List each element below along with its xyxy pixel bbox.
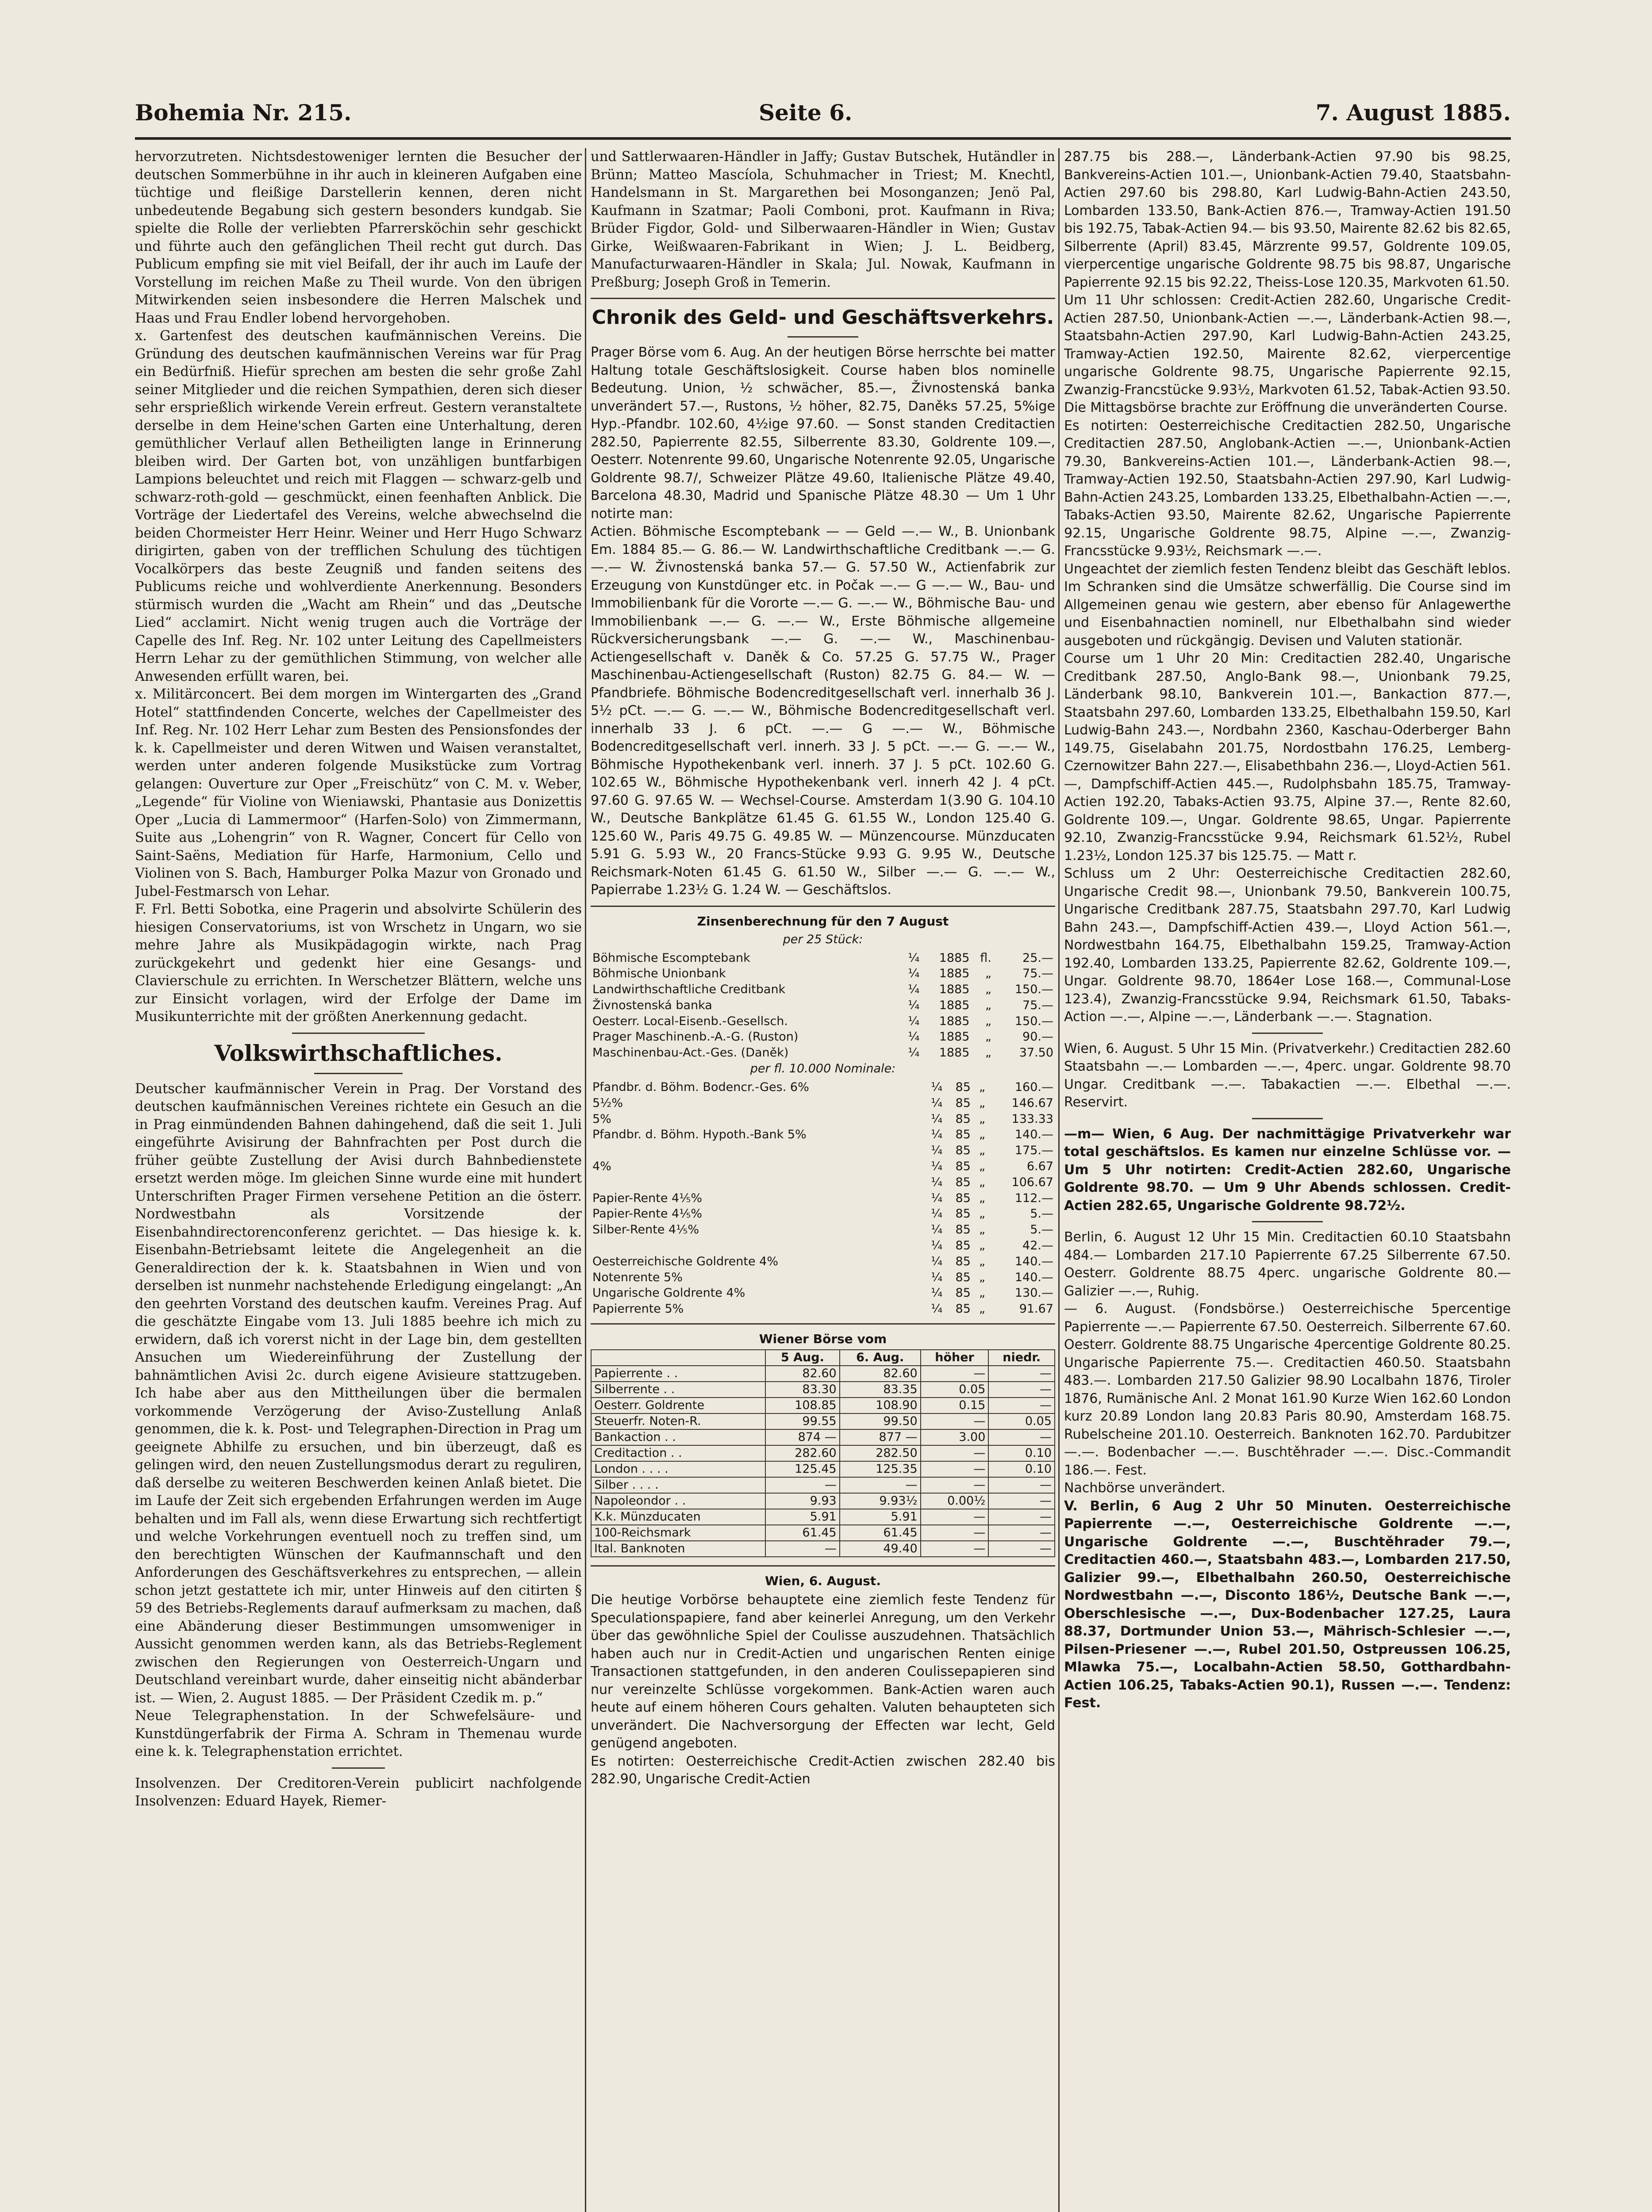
table-row bbox=[591, 1127, 1055, 1143]
security-name: Ital. Banknoten bbox=[591, 1541, 765, 1557]
table-cell: 0.05 bbox=[988, 1413, 1055, 1429]
currency-unit: „ bbox=[979, 1270, 985, 1284]
section-divider bbox=[314, 1073, 403, 1074]
coupon-year: 1885 bbox=[939, 983, 970, 997]
market-report: Wien, 6. August. 5 Uhr 15 Min. (Privatverkehr.) Creditactien 282.60 Staatsbahn —.— Lombarden —.—, 4perc. ungar. Goldrente 98.70 Ungar. Creditbank —.—. Tabakactien —.—. Elbethal —.—. Reservirt. bbox=[1064, 1041, 1511, 1110]
article-text: x. Gartenfest des deutschen kaufmännischen Vereins. Die Gründung des deutschen kaufmännischen Vereins war für Prag ein Bedürfniß. Hiefür sprechen am besten die sehr große Zahl seiner Mitglieder und die reichen Sympathien, deren sich dieser sehr ersprießlich wirkende Verein erfreut. Gestern veranstaltete derselbe in dem Heine'schen Garten eine Unterhaltung, deren gemüthlicher Verlauf allen Betheiligten lange in Erinnerung bleiben wird. Der Garten bot, von unzähligen buntfarbigen Lampions beleuchtet und reich mit Flaggen — schwarz-gelb und schwarz-roth-gold — geschmückt, einen feenhaften Anblick. Die Vorträge der Liedertafel des Vereins, welche abwechselnd die beiden Chormeister Herr Heinr. Weiner und Herr Hugo Schwarz dirigirten, gaben von der trefflichen Schulung des tüchtigen Vocalkörpers das beste Zeugniß und fanden seitens des Publicums reiche und wohlverdiente Anerkennung. Besonders stürmisch wurden die „Wacht am Rhein“ und das „Deutsche Lied“ acclamirt. Nicht wenig trugen auch die Vorträge der Capelle des Inf. Reg. Nr. 102 unter Leitung des Capellmeisters Herrn Lehar zu der gemüthlichen Stimmung, von welcher alle Anwesenden erfüllt waren, bei. bbox=[135, 328, 582, 684]
currency-unit: „ bbox=[979, 1302, 985, 1316]
interest-value: 37.50 bbox=[1019, 1046, 1053, 1060]
security-name: Napoleondor . . bbox=[591, 1493, 765, 1509]
section-heading: Volkswirthschaftliches. bbox=[214, 1040, 503, 1066]
coupon-year: 85 bbox=[955, 1254, 971, 1268]
table-cell: 3.00 bbox=[921, 1429, 989, 1445]
article-text: Neue Telegraphenstation. In der Schwefelsäure- und Kunstdüngerfabrik der Firma A. Schram in Themenau wurde eine k. k. Telegraphenstation errichtet. bbox=[135, 1708, 582, 1759]
table-row bbox=[591, 950, 1055, 966]
market-report: Die heutige Vorbörse behauptete eine ziemlich feste Tendenz für Speculationspapiere, fand aber keinerlei Anregung, um den Verkehr über das gewöhnliche Spiel der Coulisse auszudehnen. Thatsächlich haben auch nur in Credit-Actien und ungarischen Renten einige Transactionen stattgefunden, in den anderen Coulissepapieren sind nur vereinzelte Schlüsse vorgekommen. Bank-Actien waren auch heute auf einem höheren Cours gehalten. Valuten behaupteten sich unverändert. Die Nachversorgung der Effecten war lecht, Geld genügend angeboten. bbox=[591, 1592, 1055, 1751]
dateline: Wien, 6. August. bbox=[765, 1574, 881, 1589]
coupon-fraction: ¼ bbox=[931, 1207, 943, 1221]
market-report: —m— Wien, 6 Aug. Der nachmittägige Privatverkehr war total geschäftslos. Es kamen nur einzelne Schlüsse vor. — Um 5 Uhr notirten: Credit-Actien 282.60, Ungarische Goldrente 98.70. — Um 9 Uhr Abends schlossen. Credit-Actien 282.65, Ungarische Goldrente 98.72½. bbox=[1064, 1126, 1511, 1214]
currency-unit: „ bbox=[985, 1046, 991, 1060]
coupon-fraction: ¼ bbox=[908, 967, 920, 981]
coupon-fraction: ¼ bbox=[908, 951, 920, 965]
coupon-year: 85 bbox=[955, 1239, 971, 1253]
header-issue: Bohemia Nr. 215. bbox=[135, 100, 352, 126]
table-row bbox=[591, 1111, 1055, 1127]
section-divider bbox=[1252, 1033, 1323, 1034]
security-name bbox=[591, 1238, 922, 1254]
currency-unit: „ bbox=[979, 1144, 985, 1158]
table-row bbox=[591, 1477, 1055, 1493]
security-name: Živnostenská banka bbox=[592, 998, 712, 1012]
exchange-table bbox=[591, 1349, 1055, 1557]
interest-table-subtitle: per 25 Stück: bbox=[783, 932, 863, 946]
table-cell: — bbox=[988, 1541, 1055, 1557]
interest-value: 160.— bbox=[1014, 1080, 1053, 1094]
interest-value: 25.— bbox=[1022, 951, 1053, 965]
table-cell: — bbox=[921, 1461, 989, 1477]
table-cell: 9.93 bbox=[765, 1493, 840, 1509]
security-name: 100-Reichsmark bbox=[591, 1525, 765, 1541]
market-report: Um 11 Uhr schlossen: Credit-Actien 282.60, Ungarische Credit-Actien 287.50, Unionbank-Actien —.—, Länderbank-Actien 98.—, Staatsbahn-Actien 297.90, Karl Ludwig-Bahn-Actien 243.25, Tramway-Actien 192.50, Mairente 82.62, vierpercentige ungarische Goldrente 98.75, Ungarische Papierrente 92.15, Zwanzig-Francstücke 9.93½, Markvoten 61.52, Tabak-Actien 93.50. bbox=[1064, 292, 1511, 398]
article-text: F. Frl. Betti Sobotka, eine Pragerin und absolvirte Schülerin des hiesigen Conservatoriums, ist von Wrschetz in Ungarn, wo sie mehre Jahre als Musikpädagogin wirkte, nach Prag zurückgekehrt und gedenkt hier eine Gesangs- und Clavierschule zu errichten. In Werschetzer Blättern, welche uns zur Einsicht vorlagen, wird der Erfolge der Dame im Musikunterrichte mit der größten Anerkennung gedacht. bbox=[135, 902, 582, 1025]
currency-unit: „ bbox=[979, 1160, 985, 1174]
interest-table-subtitle: per fl. 10.000 Nominale: bbox=[750, 1062, 896, 1076]
section-divider bbox=[591, 298, 1055, 299]
table-row bbox=[591, 1445, 1055, 1461]
section-divider bbox=[332, 1767, 385, 1769]
table-cell: — bbox=[840, 1477, 921, 1493]
table-header-row bbox=[591, 1350, 1055, 1366]
coupon-fraction: ¼ bbox=[931, 1096, 943, 1110]
security-name: Creditaction . . bbox=[591, 1445, 765, 1461]
section-heading: Chronik des Geld- und Geschäftsverkehrs. bbox=[592, 306, 1054, 329]
section-divider bbox=[591, 1565, 1055, 1567]
table-cell: 5.91 bbox=[765, 1509, 840, 1525]
security-name: Oesterreichische Goldrente 4% bbox=[592, 1254, 778, 1268]
table-row bbox=[591, 1029, 1055, 1045]
security-name bbox=[591, 1175, 922, 1190]
table-row bbox=[591, 1509, 1055, 1525]
table-row bbox=[591, 1429, 1055, 1445]
security-name: Pfandbr. d. Böhm. Bodencr.-Ges. 6% bbox=[592, 1080, 809, 1094]
coupon-year: 85 bbox=[955, 1270, 971, 1284]
coupon-year: 1885 bbox=[939, 1030, 970, 1044]
coupon-fraction: ¼ bbox=[931, 1191, 943, 1205]
coupon-fraction: ¼ bbox=[931, 1144, 943, 1158]
coupon-fraction: ¼ bbox=[908, 998, 920, 1012]
table-row bbox=[591, 1175, 1055, 1190]
table-cell: 61.45 bbox=[765, 1525, 840, 1541]
table-cell: 874 — bbox=[765, 1429, 840, 1445]
coupon-fraction: ¼ bbox=[931, 1175, 943, 1189]
security-name: Böhmische Escomptebank bbox=[592, 951, 750, 965]
table-row bbox=[591, 1541, 1055, 1557]
currency-unit: „ bbox=[979, 1112, 985, 1126]
coupon-fraction: ¼ bbox=[931, 1112, 943, 1126]
table-row bbox=[591, 982, 1055, 998]
table-cell: 108.90 bbox=[840, 1398, 921, 1413]
coupon-fraction: ¼ bbox=[908, 1014, 920, 1028]
section-divider bbox=[1252, 1221, 1323, 1222]
coupon-year: 85 bbox=[955, 1207, 971, 1221]
currency-unit: „ bbox=[979, 1175, 985, 1189]
security-name: Bankaction . . bbox=[591, 1429, 765, 1445]
coupon-fraction: ¼ bbox=[908, 1046, 920, 1060]
table-row bbox=[591, 1493, 1055, 1509]
currency-unit: „ bbox=[985, 1014, 991, 1028]
interest-value: 150.— bbox=[1014, 1014, 1053, 1028]
interest-value: 6.67 bbox=[1026, 1160, 1053, 1174]
table-cell: — bbox=[921, 1445, 989, 1461]
security-name: K.k. Münzducaten bbox=[591, 1509, 765, 1525]
market-report: Schluss um 2 Uhr: Oesterreichische Creditactien 282.60, Ungarische Credit 98.—, Unionbank 79.50, Bankverein 100.75, Ungarische Creditbank 287.75, Staatsbahn 297.70, Karl Ludwig Bahn 243.—, Dampfschiff-Actien 439.—, Lloyd Action 561.—, Nordwestbahn 164.75, Elbethalbahn 159.25, Tramway-Action 192.40, Lombarden 133.25, Papierrente 82.62, Goldrente 109.—, Ungar. Goldrente 98.70, 1864er Lose 168.—, Communal-Lose 123.4), Zwanzig-Francsstücke 9.94, Reichsmark 61.50, Tabaks-Action —.—, Alpine —.—, Länderbank —.—. Stagnation. bbox=[1064, 866, 1511, 1025]
header-rule bbox=[135, 137, 1511, 140]
market-report: Es notirten: Oesterreichische Credit-Actien zwischen 282.40 bis 282.90, Ungarische Credit-Actien bbox=[591, 1753, 1055, 1787]
article-text: und Sattlerwaaren-Händler in Jaffy; Gustav Butschek, Hutändler in Brünn; Matteo Mascíola, Schuhmacher in Triest; M. Knechtl, Handelsmann in St. Margarethen bei Mosonganzen; Jenö Pal, Kaufmann in Szatmar; Paoli Comboni, prot. Kaufmann in Riva; Brüder Figdor, Gold- und Silberwaaren-Händler in Wien; Gustav Girke, Weißwaaren-Fabrikant in Wien; J. L. Beidberg, Manufacturwaaren-Händler in Skala; Jul. Nowak, Kaufmann in Preßburg; Joseph Groß in Temerin. bbox=[591, 149, 1055, 290]
market-report: Course um 1 Uhr 20 Min: Creditactien 282.40, Ungarische Creditbank 287.50, Anglo-Bank 98.—, Unionbank 79.25, Länderbank 98.10, Bankverein 101.—, Bankaction 877.—, Staatsbahn 297.60, Lombarden 133.25, Elbethalbahn 159.50, Karl Ludwig-Bahn 243.—, Nordbahn 2360, Kaschau-Oderberger Bahn 149.75, Giselabahn 201.75, Nordostbahn 176.25, Lemberg-Czernowitzer Bahn 227.—, Elisabethbahn 236.—, Lloyd-Actien 561.—, Dampfschiff-Actien 445.—, Rudolphsbahn 185.75, Tramway-Actien 192.20, Tabaks-Actien 93.75, Alpine 37.—, Rente 82.60, Goldrente 109.—, Ungar. Goldrente 98.65, Ungar. Papierrente 92.10, Zwanzig-Francsstücke 9.94, Reichsmark 61.52½, Rubel 1.23½, London 125.37 bis 125.75. — Matt r. bbox=[1064, 651, 1511, 864]
security-name: Pfandbr. d. Böhm. Hypoth.-Bank 5% bbox=[592, 1128, 807, 1142]
security-name: Landwirthschaftliche Creditbank bbox=[592, 983, 786, 997]
table-cell: — bbox=[921, 1525, 989, 1541]
security-name: Maschinenbau-Act.-Ges. (Daněk) bbox=[592, 1046, 789, 1060]
table-cell: 0.00½ bbox=[921, 1493, 989, 1509]
table-cell: — bbox=[765, 1477, 840, 1493]
column-header: 5 Aug. bbox=[765, 1350, 840, 1366]
interest-value: 140.— bbox=[1014, 1254, 1053, 1268]
coupon-fraction: ¼ bbox=[908, 983, 920, 997]
market-report: Ungeachtet der ziemlich festen Tendenz bleibt das Geschäft leblos. Im Schranken sind die Umsätze schwerfällig. Die Course sind im Allgemeinen genau wie gestern, aber ebenso für Anlagewerthe und Eisenbahnactien nominell, nur Elbethalbahn sind wieder ausgeboten und rückgängig. Devisen und Valuten stationär. bbox=[1064, 561, 1511, 649]
table-row bbox=[591, 1525, 1055, 1541]
table-cell: 0.15 bbox=[921, 1398, 989, 1413]
coupon-year: 85 bbox=[955, 1096, 971, 1110]
table-row bbox=[591, 1382, 1055, 1398]
table-cell: 877 — bbox=[840, 1429, 921, 1445]
coupon-year: 85 bbox=[955, 1080, 971, 1094]
currency-unit: „ bbox=[979, 1207, 985, 1221]
market-report: Die Mittagsbörse brachte zur Eröffnung die unveränderten Course. bbox=[1064, 400, 1508, 415]
currency-unit: „ bbox=[979, 1128, 985, 1142]
security-name: Ungarische Goldrente 4% bbox=[592, 1286, 745, 1300]
table-row bbox=[591, 1285, 1055, 1301]
interest-value: 130.— bbox=[1014, 1286, 1053, 1300]
table-cell: — bbox=[988, 1509, 1055, 1525]
market-report: — 6. August. (Fondsbörse.) Oesterreichische 5percentige Papierrente —.— Papierrente 67.50. Oesterreich. Silberrente 67.60. Oesterr. Goldrente 88.75 Ungarische 4percentige Goldrente 80.25. Ungarische Papierrente 75.—. Creditactien 460.50. Staatsbahn 483.—. Lombarden 217.50 Galizier 98.90 Localbahn 1876, Tiroler 1876, Rumänische Anl. 2 Monat 161.90 Kurze Wien 162.60 London kurz 20.89 London lang 20.83 Paris 80.90, Amsterdam 168.75. Rubelscheine 201.10. Oesterreich. Banknoten 162.70. Pardubitzer —.—. Bodenbacher —.—. Buschtěhrader —.—. Disc.-Commandit 186.—. Fest. bbox=[1064, 1301, 1511, 1478]
table-cell: — bbox=[988, 1429, 1055, 1445]
security-name: Papierrente 5% bbox=[592, 1302, 684, 1316]
table-row bbox=[591, 1143, 1055, 1159]
interest-value: 140.— bbox=[1014, 1128, 1053, 1142]
security-name: Silberrente . . bbox=[591, 1382, 765, 1398]
table-cell: — bbox=[988, 1493, 1055, 1509]
market-report: Prager Börse vom 6. Aug. An der heutigen Börse herrschte bei matter Haltung totale Geschäftslosigkeit. Course haben blos nominelle Bedeutung. Union, ½ schwächer, 85.—, Živnostenská banka unverändert 57.—, Rustons, ½ höher, 82.75, Daněks 57.25, 5%ige Hyp.-Pfandbr. 102.60, 4½ige 97.60. — Sonst standen Creditactien 282.50, Papierrente 82.55, Silberrente 83.30, Goldrente 109.—, Oesterr. Notenrente 99.60, Ungarische Notenrente 92.05, Ungarische Goldrente 98.7/, Schweizer Plätze 49.60, Italienische Plätze 49.40, Barcelona 48.30, Madrid und Spanische Plätze 48.30 — Um 1 Uhr notirte man: bbox=[591, 345, 1055, 522]
interest-value: 42.— bbox=[1022, 1239, 1053, 1253]
table-row bbox=[591, 1079, 1055, 1095]
section-divider bbox=[1252, 1118, 1323, 1119]
column-header bbox=[591, 1350, 765, 1366]
section-divider bbox=[591, 906, 1055, 907]
table-cell: 5.91 bbox=[840, 1509, 921, 1525]
section-divider bbox=[591, 1323, 1055, 1325]
table-cell: 0.05 bbox=[921, 1382, 989, 1398]
coupon-fraction: ¼ bbox=[931, 1223, 943, 1237]
header-date: 7. August 1885. bbox=[1315, 100, 1511, 126]
table-cell: 125.45 bbox=[765, 1461, 840, 1477]
security-name: Oesterr. Local-Eisenb.-Gesellsch. bbox=[592, 1014, 788, 1028]
table-cell: 125.35 bbox=[840, 1461, 921, 1477]
interest-value: 133.33 bbox=[1011, 1112, 1053, 1126]
table-cell: 83.30 bbox=[765, 1382, 840, 1398]
coupon-year: 85 bbox=[955, 1223, 971, 1237]
coupon-year: 85 bbox=[955, 1112, 971, 1126]
table-cell: — bbox=[988, 1366, 1055, 1382]
interest-table bbox=[591, 1079, 1055, 1317]
section-divider bbox=[292, 1033, 425, 1034]
coupon-year: 1885 bbox=[939, 967, 970, 981]
table-row bbox=[591, 1366, 1055, 1382]
coupon-fraction: ¼ bbox=[931, 1080, 943, 1094]
table-cell: — bbox=[988, 1477, 1055, 1493]
table-cell: — bbox=[921, 1477, 989, 1493]
security-name: Papier-Rente 4⅕% bbox=[592, 1207, 703, 1221]
table-cell: 0.10 bbox=[988, 1461, 1055, 1477]
interest-table bbox=[591, 950, 1055, 1061]
security-name: 5% bbox=[592, 1112, 611, 1126]
market-report: Nachbörse unverändert. bbox=[1064, 1480, 1226, 1496]
table-cell: — bbox=[988, 1398, 1055, 1413]
coupon-year: 85 bbox=[955, 1160, 971, 1174]
coupon-year: 85 bbox=[955, 1286, 971, 1300]
currency-unit: „ bbox=[985, 983, 991, 997]
table-cell: 282.50 bbox=[840, 1445, 921, 1461]
market-report: 287.75 bis 288.—, Länderbank-Actien 97.90 bis 98.25, Bankvereins-Actien 101.—, Unionbank-Actien 79.40, Staatsbahn-Actien 297.60 bis 298.80, Karl Ludwig-Bahn-Actien 243.50, Lombarden 133.50, Bank-Actien 876.—, Tramway-Actien 191.50 bis 192.75, Tabak-Actien 94.— bis 93.50, Mairente 82.62 bis 82.65, Silberrente (April) 83.45, Märzrente 99.57, Goldrente 109.05, vierpercentige ungarische Goldrente 98.75 bis 98.87, Ungarische Papierrente 92.15 bis 92.22, Theiss-Lose 120.35, Markvoten 61.50. bbox=[1064, 149, 1511, 290]
table-row bbox=[591, 1301, 1055, 1317]
security-name: Silber . . . . bbox=[591, 1477, 765, 1493]
table-row bbox=[591, 1461, 1055, 1477]
table-cell: 61.45 bbox=[840, 1525, 921, 1541]
currency-unit: „ bbox=[979, 1286, 985, 1300]
interest-value: 146.67 bbox=[1011, 1096, 1053, 1110]
coupon-fraction: ¼ bbox=[931, 1128, 943, 1142]
table-cell: — bbox=[988, 1525, 1055, 1541]
coupon-year: 1885 bbox=[939, 998, 970, 1012]
security-name: Böhmische Unionbank bbox=[592, 967, 726, 981]
coupon-year: 1885 bbox=[939, 1014, 970, 1028]
currency-unit: „ bbox=[979, 1080, 985, 1094]
table-row bbox=[591, 1254, 1055, 1270]
security-name bbox=[591, 1143, 922, 1159]
table-row bbox=[591, 1095, 1055, 1111]
table-cell: 82.60 bbox=[765, 1366, 840, 1382]
table-cell: 282.60 bbox=[765, 1445, 840, 1461]
coupon-year: 1885 bbox=[939, 951, 970, 965]
interest-value: 140.— bbox=[1014, 1270, 1053, 1284]
security-name: 4% bbox=[592, 1160, 611, 1174]
interest-value: 150.— bbox=[1014, 983, 1053, 997]
coupon-fraction: ¼ bbox=[931, 1286, 943, 1300]
market-report: Berlin, 6. August 12 Uhr 15 Min. Creditactien 60.10 Staatsbahn 484.— Lombarden 217.10 Papierrente 67.25 Silberrente 67.50. Oesterr. Goldrente 88.75 4perc. ungarische Goldrente 80.— Galizier —.—, Ruhig. bbox=[1064, 1229, 1511, 1299]
table-row bbox=[591, 1190, 1055, 1206]
security-name: Papier-Rente 4⅕% bbox=[592, 1191, 703, 1205]
coupon-year: 85 bbox=[955, 1128, 971, 1142]
table-cell: 108.85 bbox=[765, 1398, 840, 1413]
table-cell: 9.93½ bbox=[840, 1493, 921, 1509]
interest-value: 91.67 bbox=[1019, 1302, 1053, 1316]
article-text: hervorzutreten. Nichtsdestoweniger lernten die Besucher der deutschen Sommerbühne in ihr auch in kleineren Aufgaben eine tüchtige und fleißige Darstellerin kennen, deren nicht unbedeutende Begabung sich gestern besonders kundgab. Sie spielte die Rolle der verliebten Pfarrersköchin sehr geschickt und führte auch den gefänglichen Theil recht gut durch. Das Publicum empfing sie mit viel Beifall, der ihr auch im Laufe der Vorstellung im reichen Maße zu Theil wurde. Von den übrigen Mitwirkenden seien insbesondere die Herren Malschek und Haas und Frau Endler lobend hervorgehoben. bbox=[135, 149, 582, 326]
table-row bbox=[591, 1270, 1055, 1286]
interest-value: 5.— bbox=[1030, 1223, 1053, 1237]
column-2 bbox=[591, 148, 1055, 2212]
security-name: London . . . . bbox=[591, 1461, 765, 1477]
column-header: 6. Aug. bbox=[840, 1350, 921, 1366]
security-name: Oesterr. Goldrente bbox=[591, 1398, 765, 1413]
table-cell: — bbox=[988, 1382, 1055, 1398]
table-row bbox=[591, 1045, 1055, 1061]
security-name: 5½% bbox=[592, 1096, 623, 1110]
coupon-fraction: ¼ bbox=[931, 1254, 943, 1268]
currency-unit: „ bbox=[979, 1223, 985, 1237]
interest-value: 75.— bbox=[1022, 998, 1053, 1012]
coupon-year: 85 bbox=[955, 1191, 971, 1205]
table-cell: 0.10 bbox=[988, 1445, 1055, 1461]
table-row bbox=[591, 1222, 1055, 1238]
coupon-fraction: ¼ bbox=[908, 1030, 920, 1044]
header-page-number: Seite 6. bbox=[759, 100, 853, 126]
table-row bbox=[591, 1413, 1055, 1429]
currency-unit: „ bbox=[979, 1254, 985, 1268]
currency-unit: „ bbox=[985, 998, 991, 1012]
table-cell: 99.55 bbox=[765, 1413, 840, 1429]
interest-value: 75.— bbox=[1022, 967, 1053, 981]
coupon-fraction: ¼ bbox=[931, 1239, 943, 1253]
interest-value: 112.— bbox=[1014, 1191, 1053, 1205]
currency-unit: fl. bbox=[980, 951, 991, 965]
table-row bbox=[591, 998, 1055, 1014]
coupon-fraction: ¼ bbox=[931, 1160, 943, 1174]
table-row bbox=[591, 1238, 1055, 1254]
column-divider bbox=[1058, 148, 1060, 2212]
table-cell: — bbox=[921, 1509, 989, 1525]
coupon-fraction: ¼ bbox=[931, 1302, 943, 1316]
table-cell: — bbox=[921, 1413, 989, 1429]
table-cell: — bbox=[765, 1541, 840, 1557]
column-divider bbox=[585, 148, 586, 2212]
coupon-year: 85 bbox=[955, 1175, 971, 1189]
table-cell: — bbox=[921, 1541, 989, 1557]
table-cell: 83.35 bbox=[840, 1382, 921, 1398]
coupon-fraction: ¼ bbox=[931, 1270, 943, 1284]
table-cell: 82.60 bbox=[840, 1366, 921, 1382]
coupon-year: 1885 bbox=[939, 1046, 970, 1060]
market-report: Es notirten: Oesterreichische Creditactien 282.50, Ungarische Creditactien 287.50, Anglobank-Actien —.—, Unionbank-Actien 79.30, Bankvereins-Actien 101.—, Länderbank-Actien 98.—, Tramway-Actien 192.50, Staatsbahn-Actien 297.90, Karl Ludwig-Bahn-Actien 243.25, Lombarden 133.25, Elbethalbahn-Actien —.—, Tabaks-Actien 93.50, Mairente 82.62, Ungarische Papierrente 92.15, Ungarische Goldrente 98.75, Alpine —.—, Zwanzig-Francsstücke 9.93½, Reichsmark —.—. bbox=[1064, 418, 1511, 559]
table-cell: 49.40 bbox=[840, 1541, 921, 1557]
article-text: x. Militärconcert. Bei dem morgen im Wintergarten des „Grand Hotel“ stattfindenden Concerte, welches der Capellmeister des Inf. Reg. Nr. 102 Herr Lehar zum Besten des Pensionsfondes der k. k. Capellmeister und deren Witwen und Waisen veranstaltet, werden unter anderen folgende Musikstücke zum Vortrag gelangen: Ouverture zur Oper „Freischütz“ von C. M. v. Weber, „Legende“ für Violine von Wieniawski, Phantasie aus Donizettis Oper „Lucia di Lammermoor“ (Harfen-Solo) von Zimmermann, Suite aus „Lohengrin“ von R. Wagner, Concert für Cello von Saint-Saëns, Mediation für Harfe, Harmonium, Cello und Violinen von S. Bach, Hamburger Polka Mazur von Gronado und Jubel-Festmarsch von Lehar. bbox=[135, 687, 582, 899]
interest-value: 5.— bbox=[1030, 1207, 1053, 1221]
table-row bbox=[591, 1398, 1055, 1413]
coupon-year: 85 bbox=[955, 1302, 971, 1316]
security-name: Steuerfr. Noten-R. bbox=[591, 1413, 765, 1429]
currency-unit: „ bbox=[979, 1239, 985, 1253]
security-name: Prager Maschinenb.-A.-G. (Ruston) bbox=[592, 1030, 799, 1044]
column-header: niedr. bbox=[988, 1350, 1055, 1366]
market-report: Actien. Böhmische Escomptebank — — Geld —.— W., B. Unionbank Em. 1884 85.— G. 86.— W. Landwirthschaftliche Creditbank —.— G. —.— W. Živnostenská banka 57.— G. 57.50 W., Actienfabrik zur Erzeugung von Kunstdünger etc. in Počak —.— G —.— W., Bau- und Immobilienbank für die Vororte —.— G. —.— W., Böhmische Bau- und Immobilienbank —.— G. —.— W., Erste Böhmische allgemeine Rückversicherungsbank —.— G. —.— W., Maschinenbau-Actiengesellschaft v. Daněk & Co. 57.25 G. 57.75 W., Prager Maschinenbau-Actiengesellschaft (Ruston) 82.75 G. 84.— W. — Pfandbriefe. Böhmische Bodencreditgesellschaft verl. innerhalb 36 J. 5½ pCt. —.— G. —.— W., Böhmische Bodencreditgesellschaft verl. innerhalb 33 J. 6 pCt. —.— G —.— W., Böhmische Bodencreditgesellschaft verl. innerh. 33 J. 5 pCt. —.— G. —.— W., Böhmische Hypothekenbank verl. innerh. 37 J. 5 pCt. 102.60 G. 102.65 W., Böhmische Hypothekenbank verl. innerh 42 J. 4 pCt. 97.60 G. 97.65 W. — Wechsel-Course. Amsterdam 1(3.90 G. 104.10 W., Deutsche Bankplätze 61.45 G. 61.55 W., London 125.40 G. 125.60 W., Paris 49.75 G. 49.85 W. — Münzencourse. Münzducaten 5.91 G. 5.93 W., 20 Francs-Stücke 9.93 G. 9.95 W., Deutsche Reichsmark-Noten 61.45 G. 61.50 W., Silber —.— G. —.— W., Papierrabe 1.23½ G. 1.24 W. — Geschäftslos. bbox=[591, 524, 1055, 898]
table-row bbox=[591, 966, 1055, 982]
exchange-table-title: Wiener Börse vom bbox=[759, 1332, 887, 1347]
interest-value: 90.— bbox=[1022, 1030, 1053, 1044]
coupon-year: 85 bbox=[955, 1144, 971, 1158]
article-text: Deutscher kaufmännischer Verein in Prag. Der Vorstand des deutschen kaufmännischen Vereines richtete ein Gesuch an die in Prag einmündenden Bahnen dahingehend, daß die seit 1. Juli eingeführte Avisirung der Bahnfrachten per Post durch die früher geübte Zustellung der Avisi durch Bahnbedienstete ersetzt werden möge. Im gleichen Sinne wurde eine mit hundert Unterschriften Prager Firmen versehene Petition an die österr. Nordwestbahn als Vorsitzende der Eisenbahndirectorenconferenz gerichtet. — Das hiesige k. k. Eisenbahn-Betriebsamt leitete die Angelegenheit an die Generaldirection der k. k. Staatsbahnen in Wien und von derselben ist nunmehr nachstehende Erledigung eingelangt: „An den geehrten Vorstand des deutschen kaufm. Vereines Prag. Auf die geschätzte Eingabe vom 13. Juli 1885 beehre ich mich zu erwidern, daß ich vorerst nicht in der Lage bin, dem gestellten Ansuchen um Wiedereinführung der Zustellung der bahnämtlichen Avisi 2c. durch eigene Avisieure stattzugeben. Ich habe aber aus den Mittheilungen über die bermalen vorkommende Verzögerung der Aviso-Zustellung Anlaß genommen, die k. k. Post- und Telegraphen-Direction in Prag um geeignete Abhilfe zu ersuchen, und bin überzeugt, daß es gelingen wird, den neuen Zustellungsmodus derart zu reguliren, daß derselbe zu weiteren Beschwerden keinen Anlaß bietet. Die im Laufe der Zeit sich ergebenden Erfahrungen werden im Auge behalten und im Fall als, wenn diese Erwartung sich rechtfertigt und welche Vorkehrungen eventuell noch zu treffen sind, um den berechtigten Wünschen der Kaufmannschaft und den Anforderungen des Geschäftsverkehres zu entsprechen, — allein schon jetzt gestattete ich mir, unter Hinweis auf den citirten § 59 des Betriebs-Reglements darauf aufmerksam zu machen, daß eine Abänderung dieser Bestimmungen umsomweniger in Aussicht genommen werden kann, als das Betriebs-Reglement zwischen den Regierungen von Oesterreich-Ungarn und Deutschland vereinbart wurde, daher einseitig nicht abänderbar ist. — Wien, 2. August 1885. — Der Präsident Czedik m. p.“ bbox=[135, 1081, 582, 1706]
interest-value: 106.67 bbox=[1011, 1175, 1053, 1189]
interest-table-title: Zinsenberechnung für den 7 August bbox=[697, 914, 949, 929]
interest-value: 175.— bbox=[1014, 1144, 1053, 1158]
page-header bbox=[135, 100, 1511, 135]
currency-unit: „ bbox=[985, 967, 991, 981]
table-row bbox=[591, 1206, 1055, 1222]
section-divider bbox=[788, 336, 858, 338]
currency-unit: „ bbox=[979, 1096, 985, 1110]
security-name: Silber-Rente 4⅕% bbox=[592, 1223, 699, 1237]
table-row bbox=[591, 1159, 1055, 1175]
column-header: höher bbox=[921, 1350, 989, 1366]
column-1 bbox=[135, 148, 582, 2212]
security-name: Papierrente . . bbox=[591, 1366, 765, 1382]
market-report: V. Berlin, 6 Aug 2 Uhr 50 Minuten. Oesterreichische Papierrente —.—, Oesterreichische Goldrente —.—, Ungarische Goldrente —.—, Buschtěhrader 79.—, Creditactien 460.—, Staatsbahn 483.—, Lombarden 217.50, Galizier 99.—, Elbethalbahn 260.50, Oesterreichische Nordwestbahn —.—, Disconto 186½, Deutsche Bank —.—, Oberschlesische —.—, Dux-Bodenbacher 127.25, Laura 88.37, Dortmunder Union 53.—, Mährisch-Schlesier —.—, Pilsen-Priesener —.—, Rubel 201.50, Ostpreussen 106.25, Mlawka 75.—, Localbahn-Actien 58.50, Gotthardbahn-Actien 106.25, Tabaks-Actien 90.1), Russen —.—. Tendenz: Fest. bbox=[1064, 1498, 1511, 1711]
table-cell: — bbox=[921, 1366, 989, 1382]
column-3 bbox=[1064, 148, 1511, 2212]
currency-unit: „ bbox=[979, 1191, 985, 1205]
currency-unit: „ bbox=[985, 1030, 991, 1044]
table-cell: 99.50 bbox=[840, 1413, 921, 1429]
security-name: Notenrente 5% bbox=[592, 1270, 683, 1284]
article-text: Insolvenzen. Der Creditoren-Verein publicirt nachfolgende Insolvenzen: Eduard Hayek, Riemer- bbox=[135, 1775, 582, 1809]
table-row bbox=[591, 1014, 1055, 1029]
